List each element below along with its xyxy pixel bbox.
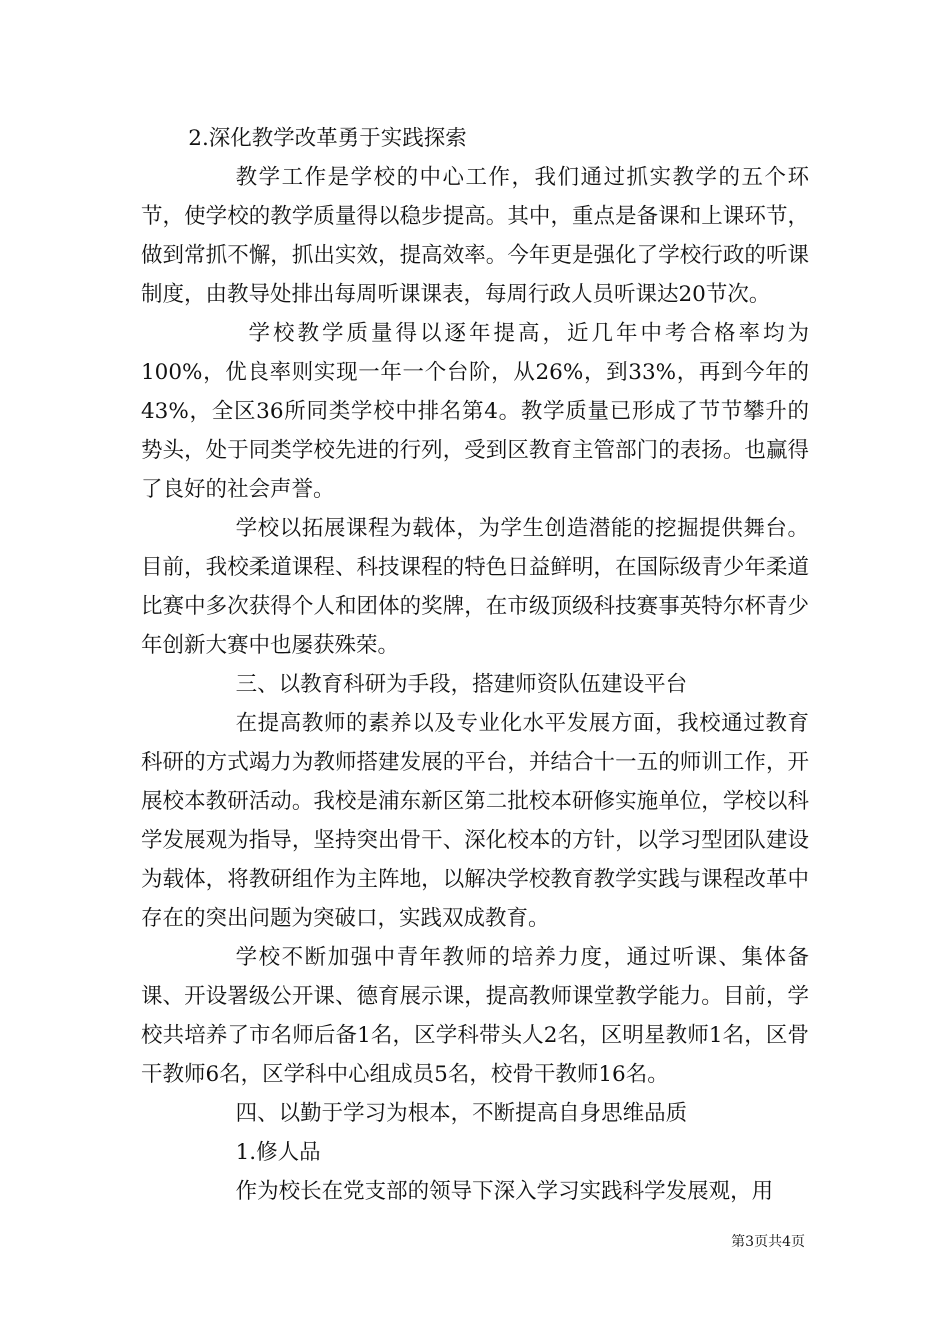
paragraph-teacher-training: 学校不断加强中青年教师的培养力度，通过听课、集体备课、开设署级公开课、德育展示课，提高教师课堂教学能力。目前，学校共培养了市名师后备1名，区学科带头人2名，区明星教师1名，区骨干教师6名，区学科中心组成员5名，校骨干教师16名。 bbox=[141, 945, 809, 1087]
section-heading-four: 四、以勤于学习为根本，不断提高自身思维品质 bbox=[235, 1101, 688, 1126]
paragraph-extension-courses: 学校以拓展课程为载体，为学生创造潜能的挖掘提供舞台。目前，我校柔道课程、科技课程的特色日益鲜明，在国际级青少年柔道比赛中多次获得个人和团体的奖牌，在市级顶级科技赛事英特尔杯青少年创新大赛中也屡获殊荣。 bbox=[141, 516, 809, 658]
section-heading-three: 三、以教育科研为手段，搭建师资队伍建设平台 bbox=[235, 672, 688, 697]
paragraph-teaching-work: 教学工作是学校的中心工作，我们通过抓实教学的五个环节，使学校的教学质量得以稳步提高。其中，重点是备课和上课环节，做到常抓不懈，抓出实效，提高效率。今年更是强化了学校行政的听课制度，由教导处排出每周听课课表，每周行政人员听课达20节次。 bbox=[141, 165, 809, 307]
document-body bbox=[141, 119, 809, 1211]
paragraph-teaching-quality: 学校教学质量得以逐年提高，近几年中考合格率均为100%，优良率则实现一年一个台阶，从26%，到33%，再到今年的43%，全区36所同类学校中排名第4。教学质量已形成了节节攀升的势头，处于同类学校先进的行列，受到区教育主管部门的表扬。也赢得了良好的社会声誉。 bbox=[141, 321, 809, 502]
subheading-1: 1.修人品 bbox=[235, 1140, 321, 1165]
section-heading-2: 2.深化教学改革勇于实践探索 bbox=[188, 126, 467, 151]
paragraph-principal: 作为校长在党支部的领导下深入学习实践科学发展观，用 bbox=[235, 1179, 774, 1204]
page-number: 第3页共4页 bbox=[731, 1234, 805, 1250]
paragraph-research: 在提高教师的素养以及专业化水平发展方面，我校通过教育科研的方式竭力为教师搭建发展的平台，并结合十一五的师训工作，开展校本教研活动。我校是浦东新区第二批校本研修实施单位，学校以科学发展观为指导，坚持突出骨干、深化校本的方针，以学习型团队建设为载体，将教研组作为主阵地，以解决学校教育教学实践与课程改革中存在的突出问题为突破口，实践双成教育。 bbox=[141, 711, 809, 931]
